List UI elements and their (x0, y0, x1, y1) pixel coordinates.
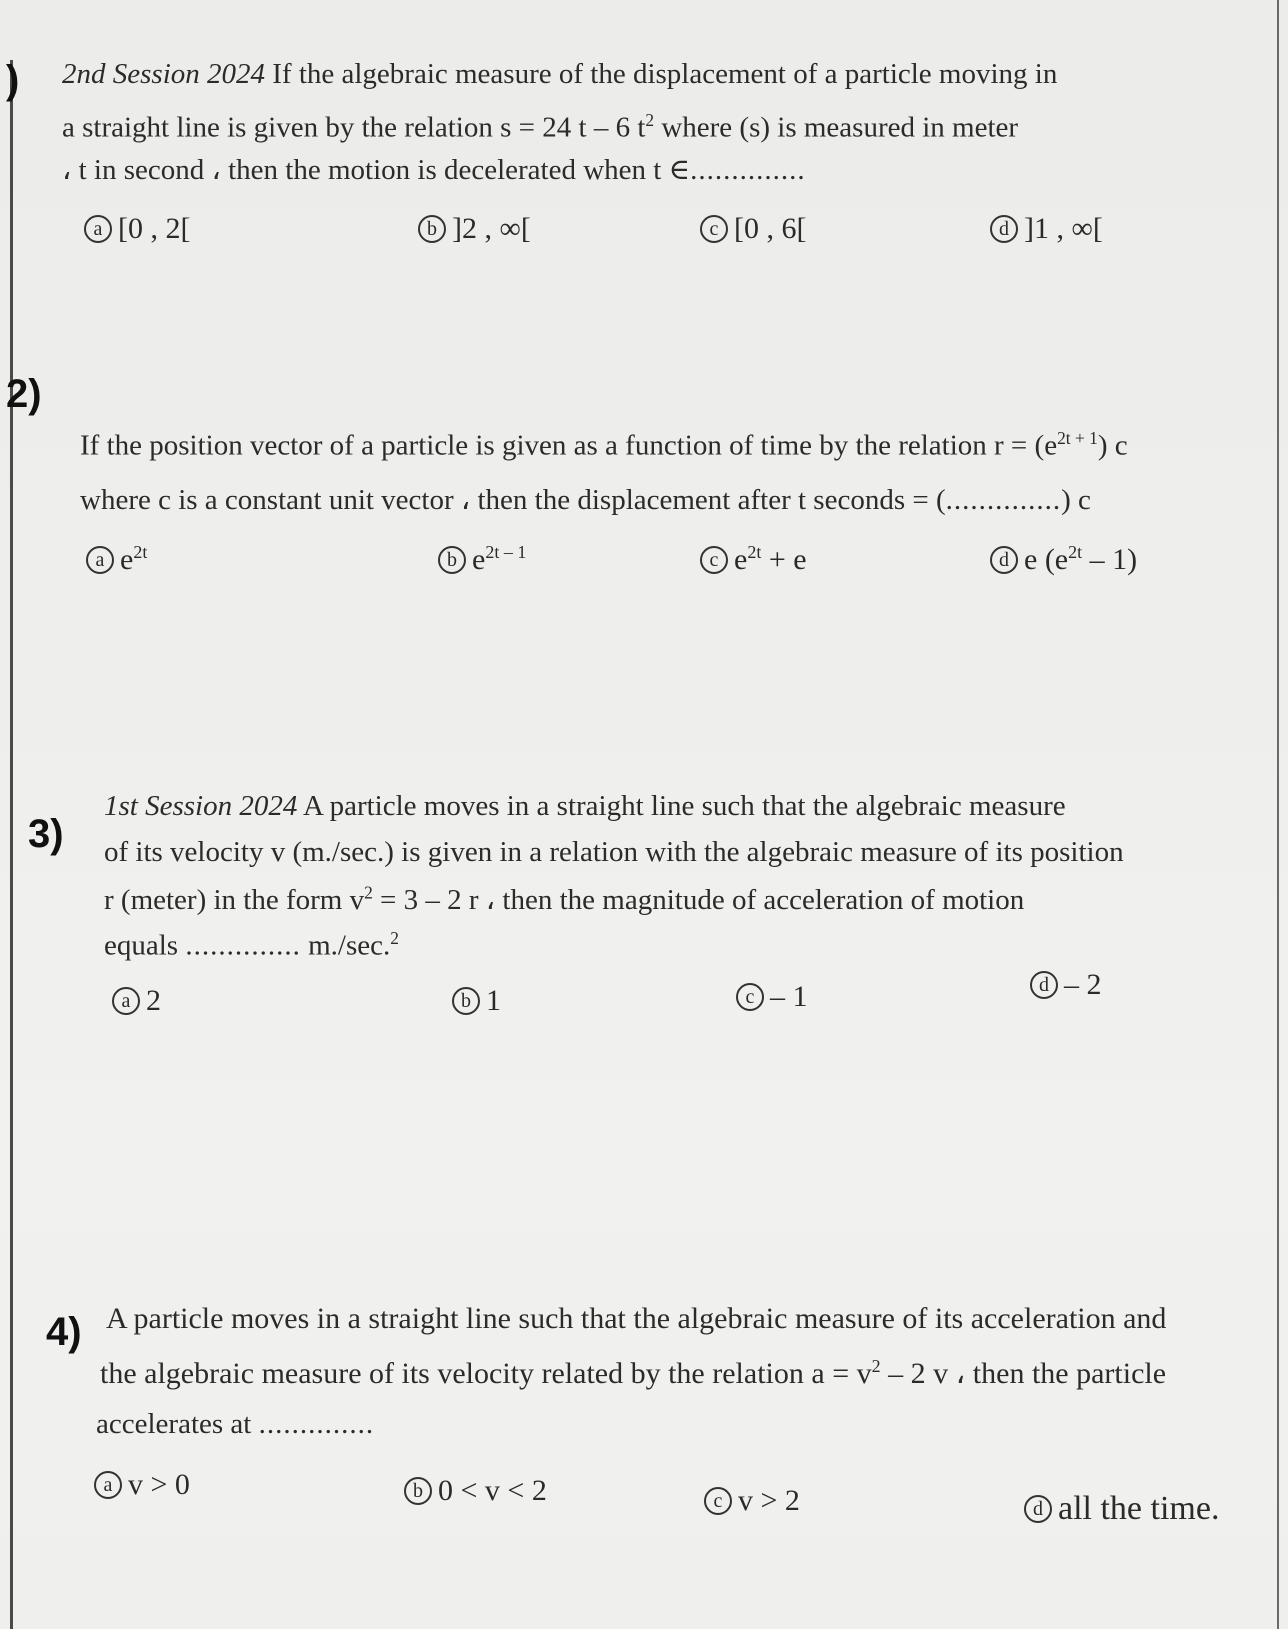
question-3-option-b[interactable] (452, 984, 501, 1018)
right-margin-line (1277, 0, 1279, 1629)
option-text: 2 (146, 984, 161, 1017)
option-b-circle: b (418, 215, 446, 243)
option-text: v > 2 (738, 1484, 800, 1517)
question-4-line-3: accelerates at .............. (96, 1408, 375, 1440)
question-4-number: 4) (46, 1310, 82, 1354)
question-4-option-b[interactable] (404, 1474, 547, 1508)
question-2-option-b[interactable] (438, 542, 526, 577)
option-b-circle: b (438, 546, 466, 574)
question-1-line-1 (62, 58, 1057, 91)
option-a-circle: a (94, 1471, 122, 1499)
question-2-option-c[interactable] (700, 542, 807, 577)
question-3-option-c[interactable] (736, 980, 808, 1014)
option-a-circle: a (86, 546, 114, 574)
option-text: 1 (486, 984, 501, 1017)
question-4-line-2: the algebraic measure of its velocity related by the relation $a = v^2 - 2$ v ، then the particle (100, 1356, 1167, 1390)
question-1-option-a[interactable] (84, 212, 190, 246)
option-text: – 2 (1064, 968, 1102, 1001)
question-3-option-d[interactable] (1030, 968, 1102, 1002)
option-c-circle: c (736, 983, 764, 1011)
question-1-option-c[interactable] (700, 212, 806, 246)
question-3-option-a[interactable] (112, 984, 161, 1018)
option-a-circle: a (84, 215, 112, 243)
option-d-circle: d (990, 546, 1018, 574)
question-3-line-2: of its velocity v (m./sec.) is given in a relation with the algebraic measure of its position (104, 836, 1124, 868)
option-text: e $(e^{2t} - 1)$ (1024, 542, 1138, 576)
question-4-option-d[interactable] (1024, 1490, 1219, 1528)
option-text: – 1 (770, 980, 808, 1013)
option-text: $e^{2t - 1}$ (472, 542, 527, 576)
option-a-circle: a (112, 987, 140, 1015)
question-3-number: 3) (28, 812, 64, 856)
option-text: ]2 , ∞[ (452, 212, 531, 245)
option-c-circle: c (700, 215, 728, 243)
question-3-line-1: 1st Session 2024 A particle moves in a straight line such that the algebraic measure (104, 790, 1066, 822)
option-text: $e^{2t} + e$ (734, 542, 807, 576)
option-b-circle: b (452, 987, 480, 1015)
question-3-line-3: r (meter) in the form $v^2 = 3 - 2$ r ، then the magnitude of acceleration of motion (104, 882, 1025, 916)
option-d-circle: d (1024, 1495, 1052, 1523)
question-1-number: ) (6, 58, 20, 102)
option-text: [0 , 6[ (734, 212, 807, 245)
option-text: ]1 , ∞[ (1024, 212, 1103, 245)
question-1-text-1: If the algebraic measure of the displacement of a particle moving in (272, 58, 1058, 90)
question-1-line-2: a straight line is given by the relation s = 24 t – 6 $t^2$ where (s) is measured in meter (62, 110, 1019, 144)
left-margin-line (10, 60, 13, 1629)
question-1-option-d[interactable] (990, 212, 1103, 246)
question-2-line-1: If the position vector of a particle is given as a function of time by the relation $r = (e^{2t + 1})$ c (80, 428, 1128, 462)
option-b-circle: b (404, 1477, 432, 1505)
question-1-option-b[interactable] (418, 212, 531, 246)
option-text: all the time. (1058, 1490, 1220, 1527)
question-2-option-d[interactable] (990, 542, 1137, 577)
option-text: v > 0 (128, 1468, 190, 1501)
question-1-session: 2nd Session 2024 (62, 58, 265, 90)
question-3-session: 1st Session 2024 (104, 790, 298, 822)
option-c-circle: c (704, 1487, 732, 1515)
option-c-circle: c (700, 546, 728, 574)
question-4-option-a[interactable] (94, 1468, 190, 1502)
option-text: $e^{2t}$ (120, 542, 148, 576)
question-4-line-1: A particle moves in a straight line such that the algebraic measure of its acceleration and (106, 1302, 1167, 1335)
question-2-line-2: where c is a constant unit vector ، then the displacement after t seconds = (..............) c (80, 484, 1091, 516)
option-text: 0 < v < 2 (438, 1474, 547, 1507)
question-3-line-4: equals .............. m./sec.$^2$ (104, 928, 399, 962)
option-d-circle: d (990, 215, 1018, 243)
question-1-line-3: ، t in second ، then the motion is decelerated when t ∈.............. (62, 154, 806, 186)
option-text: [0 , 2[ (118, 212, 191, 245)
question-2-number: 2) (6, 372, 42, 416)
question-4-option-c[interactable] (704, 1484, 800, 1518)
question-2-option-a[interactable] (86, 542, 147, 577)
option-d-circle: d (1030, 971, 1058, 999)
